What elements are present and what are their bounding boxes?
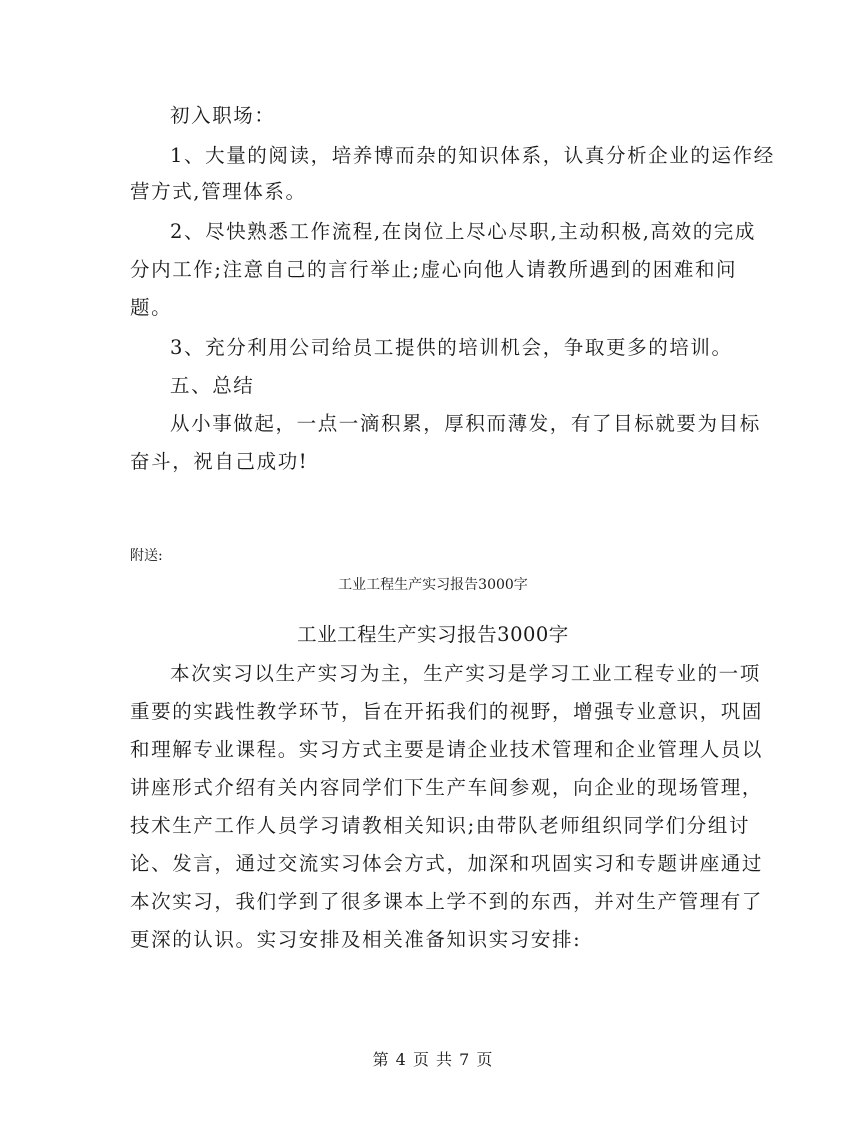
body-line-1: 本次实习以生产实习为主，生产实习是学习工业工程专业的一项: [170, 662, 761, 685]
appendix-subtitle: 工业工程生产实习报告3000字: [338, 577, 528, 593]
list-item-2-line-3: 题。: [130, 296, 173, 319]
summary-line-2: 奋斗，祝自己成功!: [130, 450, 309, 473]
body-line-8: 更深的认识。实习安排及相关准备知识实习安排:: [130, 928, 582, 951]
report-title: 工业工程生产实习报告3000字: [297, 623, 569, 646]
list-item-1-line-1: 1、大量的阅读，培养博而杂的知识体系，认真分析企业的运作经: [170, 144, 775, 167]
summary-line-1: 从小事做起，一点一滴积累，厚积而薄发，有了目标就要为目标: [170, 412, 761, 435]
body-line-2: 重要的实践性教学环节，旨在开拓我们的视野，增强专业意识，巩固: [130, 700, 764, 723]
list-item-1-line-2: 营方式,管理体系。: [130, 180, 307, 203]
section-heading-summary: 五、总结: [170, 374, 255, 397]
body-line-4: 讲座形式介绍有关内容同学们下生产车间参观，向企业的现场管理，: [130, 776, 764, 799]
list-item-3-line-1: 3、充分利用公司给员工提供的培训机会，争取更多的培训。: [170, 336, 733, 359]
body-line-5: 技术生产工作人员学习请教相关知识;由带队老师组织同学们分组讨: [130, 814, 751, 837]
list-item-2-line-2: 分内工作;注意自己的言行举止;虚心向他人请教所遇到的困难和问: [130, 258, 738, 281]
list-item-2-line-1: 2、尽快熟悉工作流程,在岗位上尽心尽职,主动积极,高效的完成: [170, 220, 757, 243]
body-line-3: 和理解专业课程。实习方式主要是请企业技术管理和企业管理人员以: [130, 738, 764, 761]
appendix-label: 附送:: [130, 548, 163, 564]
body-line-7: 本次实习，我们学到了很多课本上学不到的东西，并对生产管理有了: [130, 890, 764, 913]
page-indicator: 第 4 页 共 7 页: [372, 1050, 494, 1069]
section-heading-onboarding: 初入职场：: [170, 104, 276, 127]
body-line-6: 论、发言，通过交流实习体会方式，加深和巩固实习和专题讲座通过: [130, 852, 764, 875]
